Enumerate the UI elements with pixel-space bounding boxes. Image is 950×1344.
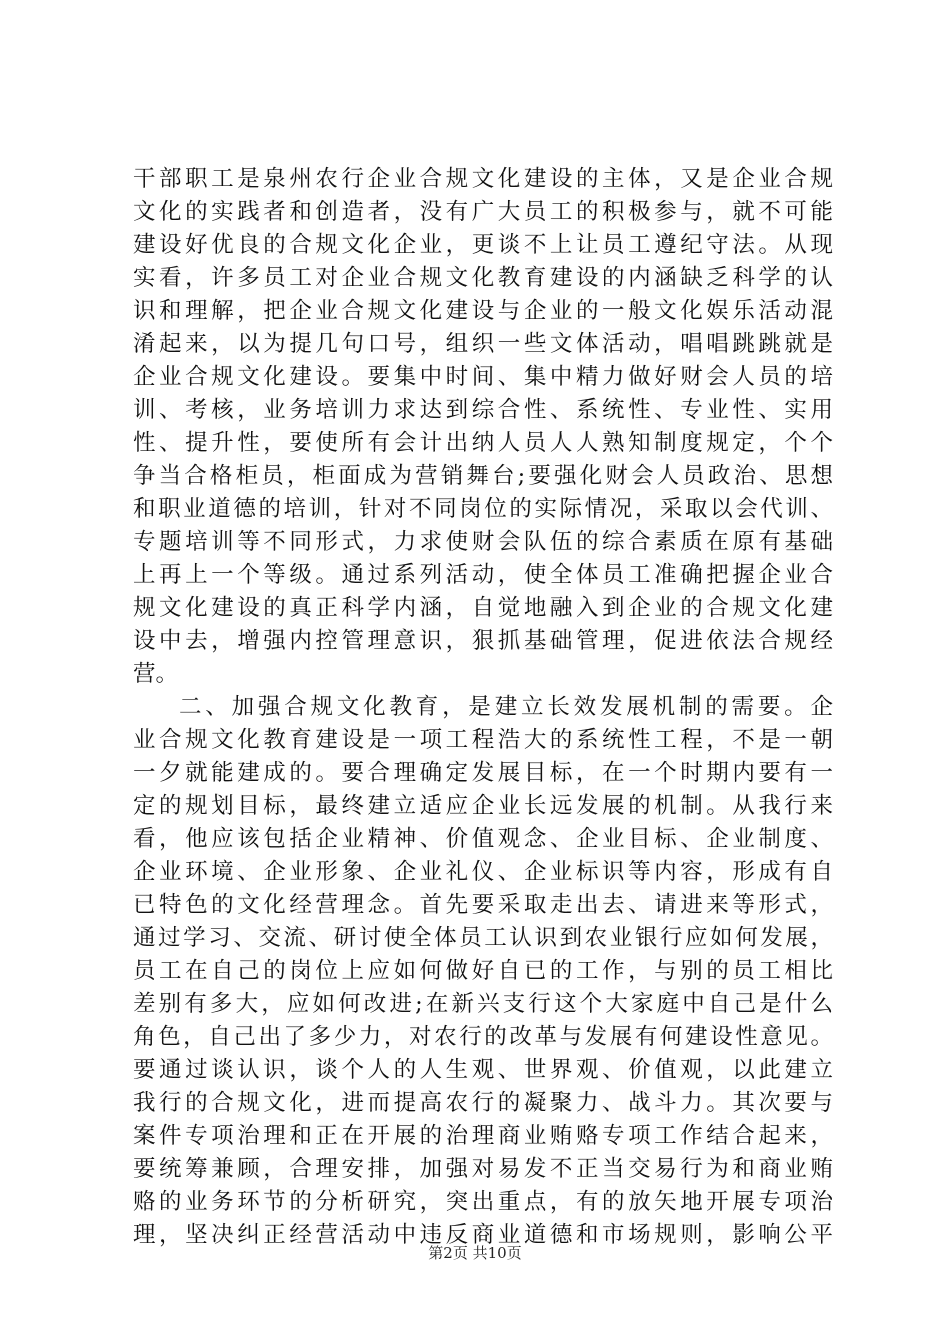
text-line: 我行的合规文化，进而提高农行的凝聚力、战斗力。其次要与 — [133, 1090, 833, 1116]
text-line: 角色，自己出了多少力，对农行的改革与发展有何建设性意见。 — [133, 1024, 833, 1050]
text-line: 一夕就能建成的。要合理确定发展目标，在一个时期内要有一 — [133, 760, 833, 786]
text-line: 专题培训等不同形式，力求使财会队伍的综合素质在原有基础 — [133, 529, 833, 555]
text-line: 要通过谈认识，谈个人的人生观、世界观、价值观，以此建立 — [133, 1057, 833, 1083]
page-number-footer: 第2页 共10页 — [428, 1244, 522, 1262]
text-line: 通过学习、交流、研讨使全体员工认识到农业银行应如何发展， — [133, 925, 833, 951]
text-line: 上再上一个等级。通过系列活动，使全体员工准确把握企业合 — [133, 562, 833, 588]
text-line: 案件专项治理和正在开展的治理商业贿赂专项工作结合起来， — [133, 1123, 833, 1149]
text-line: 定的规划目标，最终建立适应企业长远发展的机制。从我行来 — [133, 793, 833, 819]
text-line: 规文化建设的真正科学内涵，自觉地融入到企业的合规文化建 — [133, 595, 833, 621]
text-line: 企业合规文化建设。要集中时间、集中精力做好财会人员的培 — [133, 364, 833, 390]
text-line: 营。 — [133, 661, 179, 687]
document-body — [133, 163, 833, 1252]
text-line: 设中去，增强内控管理意识，狠抓基础管理，促进依法合规经 — [133, 628, 833, 654]
text-line: 赂的业务环节的分析研究，突出重点，有的放矢地开展专项治 — [133, 1189, 833, 1215]
text-line: 干部职工是泉州农行企业合规文化建设的主体，又是企业合规 — [133, 166, 833, 192]
text-line: 文化的实践者和创造者，没有广大员工的积极参与，就不可能 — [133, 199, 833, 225]
text-line: 性、提升性，要使所有会计出纳人员人人熟知制度规定，个个 — [133, 430, 833, 456]
text-line: 理，坚决纠正经营活动中违反商业道德和市场规则，影响公平 — [133, 1222, 833, 1248]
text-line: 淆起来，以为提几句口号，组织一些文体活动，唱唱跳跳就是 — [133, 331, 833, 357]
text-line: 差别有多大，应如何改进;在新兴支行这个大家庭中自己是什么 — [133, 991, 833, 1017]
text-line: 实看，许多员工对企业合规文化教育建设的内涵缺乏科学的认 — [133, 265, 833, 291]
text-line: 看，他应该包括企业精神、价值观念、企业目标、企业制度、 — [133, 826, 833, 852]
text-line: 和职业道德的培训，针对不同岗位的实际情况，采取以会代训、 — [133, 496, 833, 522]
text-line: 识和理解，把企业合规文化建设与企业的一般文化娱乐活动混 — [133, 298, 833, 324]
text-line: 业合规文化教育建设是一项工程浩大的系统性工程，不是一朝 — [133, 727, 833, 753]
text-line: 企业环境、企业形象、企业礼仪、企业标识等内容，形成有自 — [133, 859, 833, 885]
text-line: 训、考核，业务培训力求达到综合性、系统性、专业性、实用 — [133, 397, 833, 423]
text-line: 员工在自己的岗位上应如何做好自已的工作，与别的员工相比 — [133, 958, 833, 984]
text-line: 要统筹兼顾，合理安排，加强对易发不正当交易行为和商业贿 — [133, 1156, 833, 1182]
paragraph-start-line: 二、加强合规文化教育，是建立长效发展机制的需要。企 — [179, 694, 833, 720]
text-line: 争当合格柜员，柜面成为营销舞台;要强化财会人员政治、思想 — [133, 463, 833, 489]
text-line: 建设好优良的合规文化企业，更谈不上让员工遵纪守法。从现 — [133, 232, 833, 258]
text-line: 已特色的文化经营理念。首先要采取走出去、请进来等形式， — [133, 892, 833, 918]
